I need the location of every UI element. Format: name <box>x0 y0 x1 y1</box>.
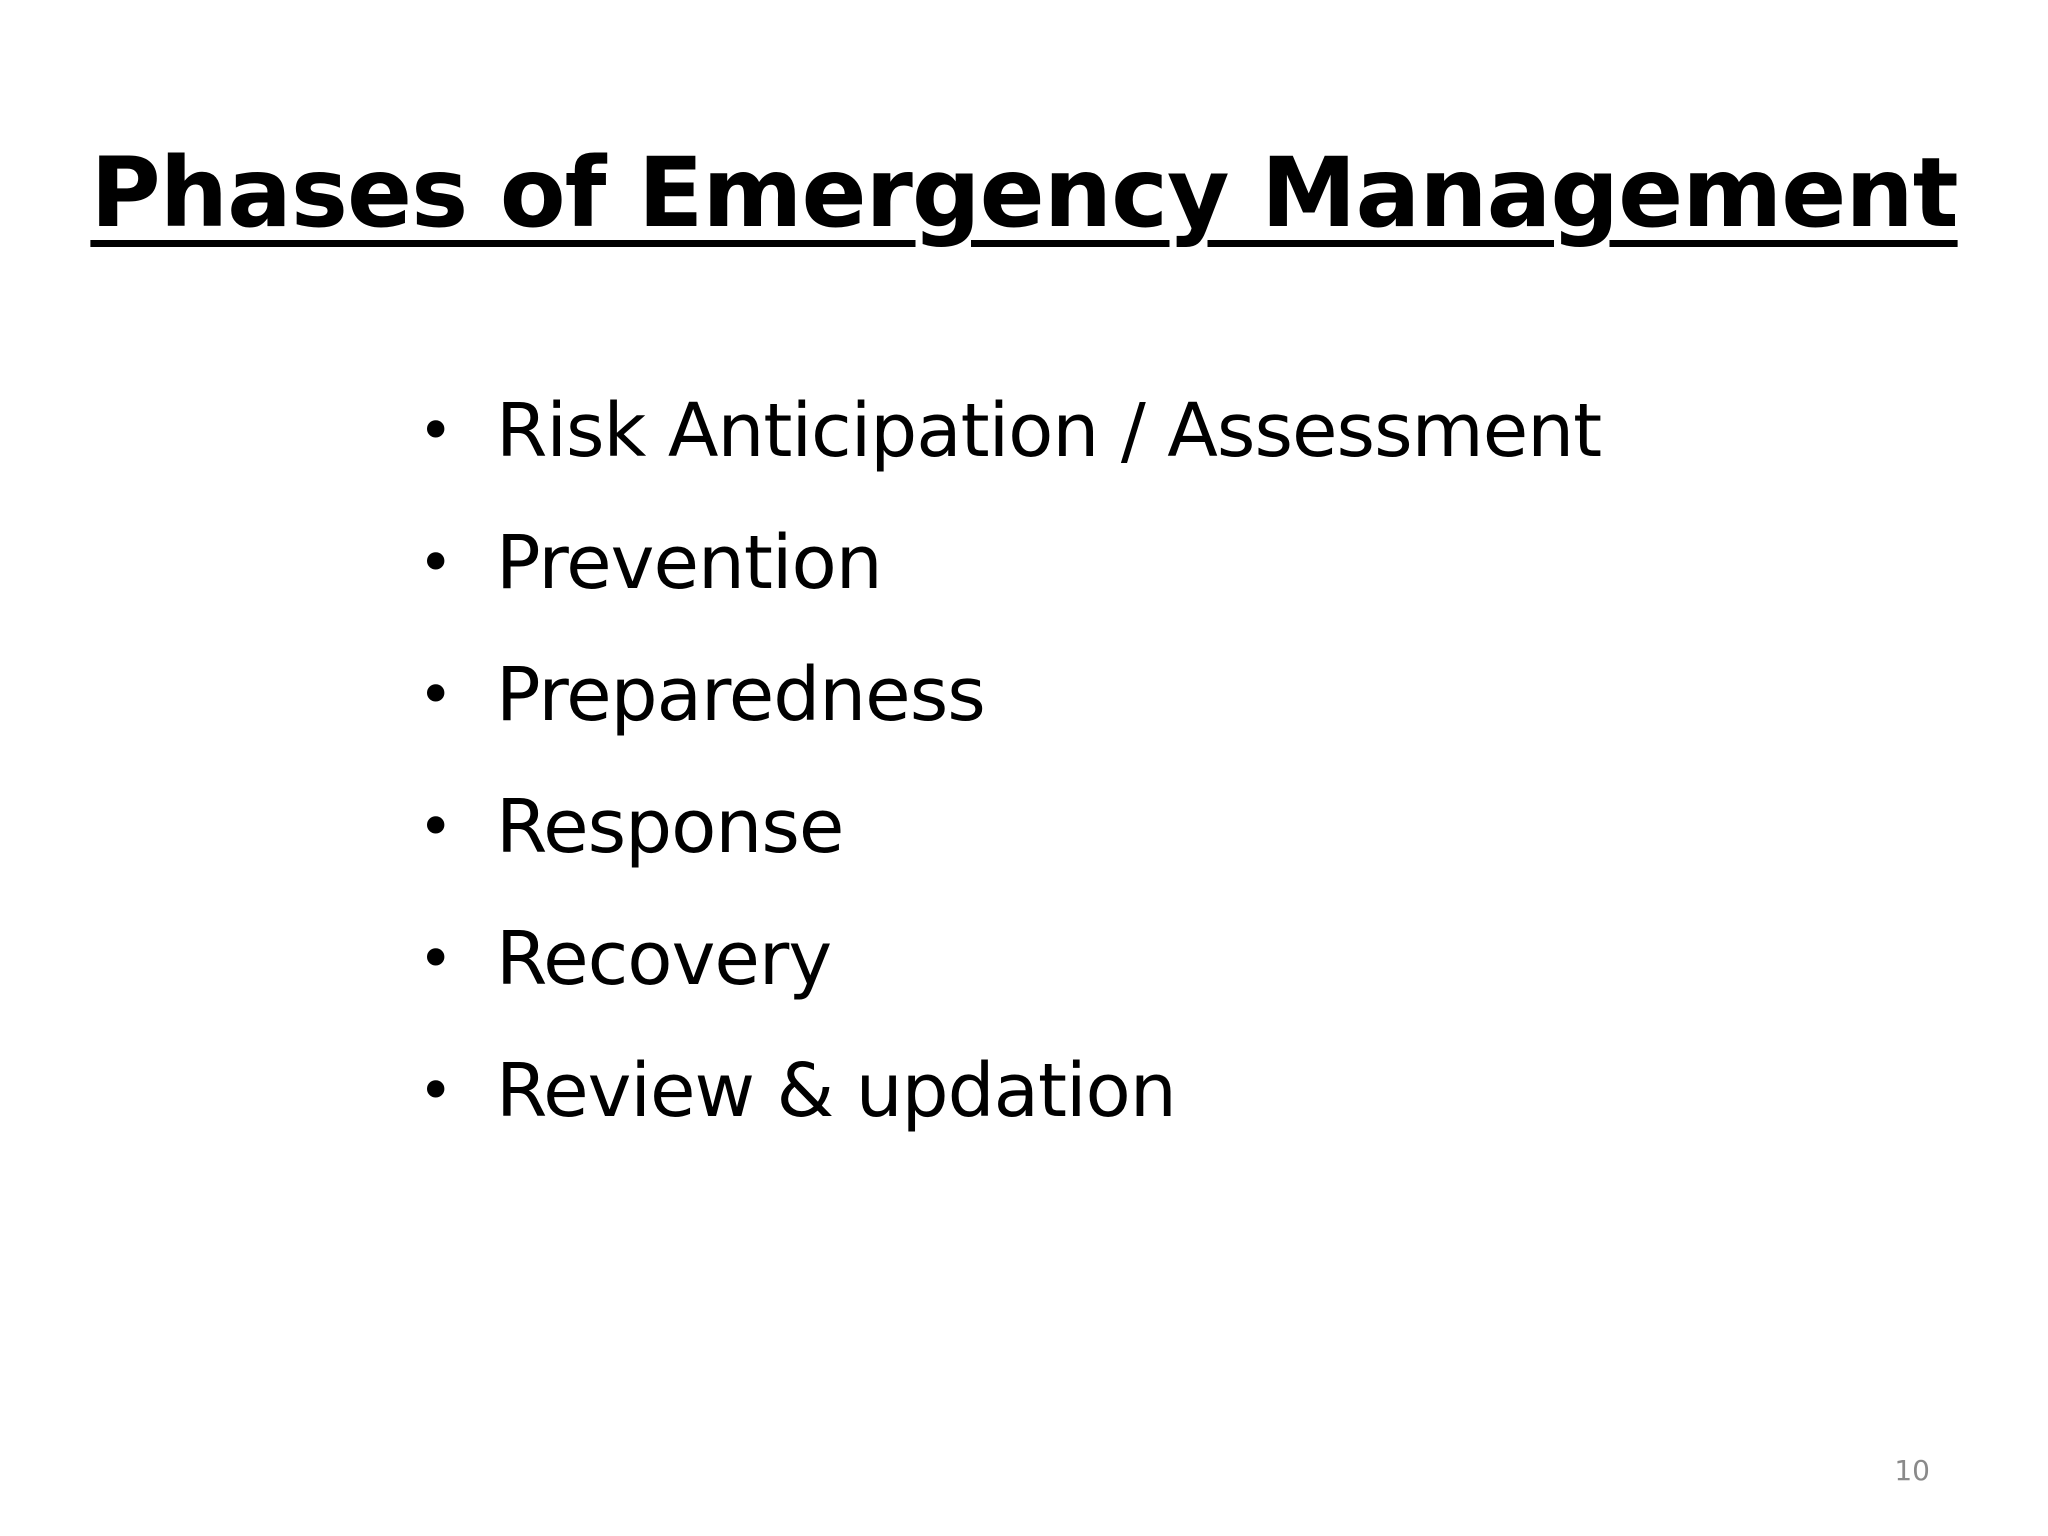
bullet-icon: • <box>418 1056 454 1126</box>
bullet-text: Review & updation <box>496 1048 1176 1134</box>
page-number: 10 <box>1894 1454 1930 1487</box>
bullet-icon: • <box>418 528 454 598</box>
bullet-text: Response <box>496 784 844 870</box>
bullet-icon: • <box>418 396 454 466</box>
bullet-icon: • <box>418 792 454 862</box>
bullet-text: Risk Anticipation / Assessment <box>496 388 1602 474</box>
bullet-text: Preparedness <box>496 652 985 738</box>
bullet-icon: • <box>418 924 454 994</box>
slide-title: Phases of Emergency Management <box>90 137 1958 249</box>
bullet-text: Prevention <box>496 520 882 606</box>
bullet-icon: • <box>418 660 454 730</box>
bullet-text: Recovery <box>496 916 832 1002</box>
